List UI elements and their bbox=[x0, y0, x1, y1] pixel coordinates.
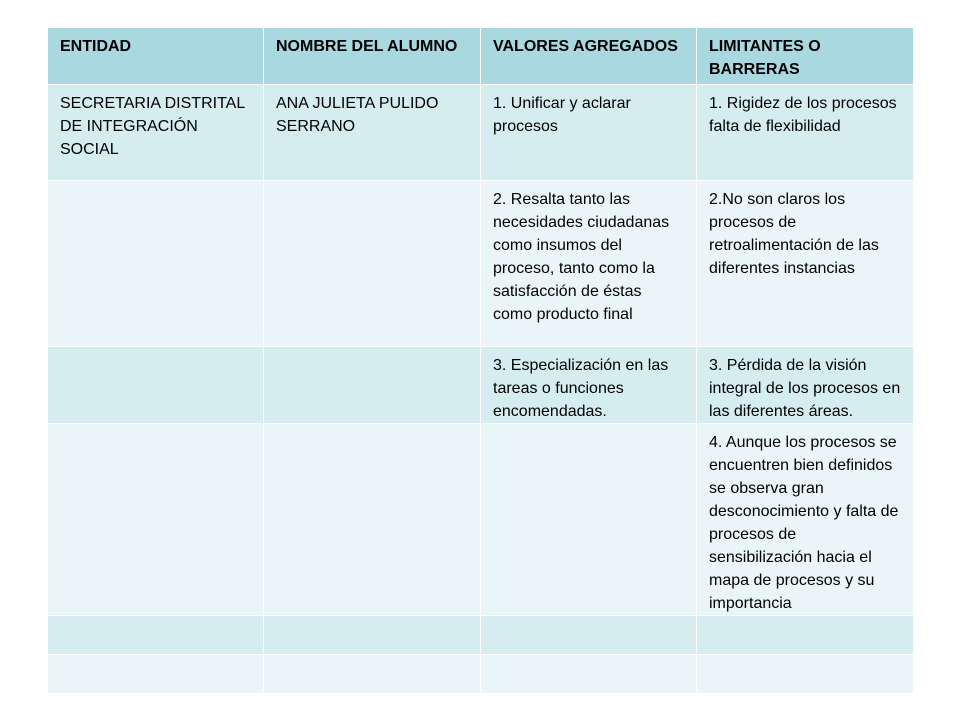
cell-limitantes-o-barreras bbox=[697, 655, 914, 694]
cell-entidad bbox=[48, 616, 264, 655]
table-row bbox=[48, 181, 914, 347]
table-row bbox=[48, 347, 914, 424]
cell-nombre-del-alumno bbox=[264, 616, 481, 655]
table-row bbox=[48, 85, 914, 181]
header-nombre-del-alumno: NOMBRE DEL ALUMNO bbox=[264, 28, 481, 85]
cell-nombre-del-alumno bbox=[264, 424, 481, 616]
cell-valores-agregados: 1. Unificar y aclarar procesos bbox=[481, 85, 697, 181]
cell-nombre-del-alumno bbox=[264, 347, 481, 424]
cell-limitantes-o-barreras bbox=[697, 616, 914, 655]
cell-nombre-del-alumno bbox=[264, 655, 481, 694]
table-row bbox=[48, 655, 914, 694]
cell-valores-agregados bbox=[481, 655, 697, 694]
cell-limitantes-o-barreras: 1. Rigidez de los procesos falta de flexibilidad bbox=[697, 85, 914, 181]
header-limitantes-o-barreras: LIMITANTES O BARRERAS bbox=[697, 28, 914, 85]
header-entidad: ENTIDAD bbox=[48, 28, 264, 85]
cell-nombre-del-alumno: ANA JULIETA PULIDO SERRANO bbox=[264, 85, 481, 181]
cell-entidad: SECRETARIA DISTRITAL DE INTEGRACIÓN SOCIAL bbox=[48, 85, 264, 181]
header-valores-agregados: VALORES AGREGADOS bbox=[481, 28, 697, 85]
cell-limitantes-o-barreras: 4. Aunque los procesos se encuentren bien definidos se observa gran desconocimiento y falta de procesos de sensibilización hacia el mapa de procesos y su importancia bbox=[697, 424, 914, 616]
entity-table bbox=[47, 27, 914, 694]
cell-entidad bbox=[48, 655, 264, 694]
cell-nombre-del-alumno bbox=[264, 181, 481, 347]
cell-valores-agregados bbox=[481, 424, 697, 616]
cell-entidad bbox=[48, 424, 264, 616]
cell-entidad bbox=[48, 347, 264, 424]
cell-valores-agregados: 3. Especialización en las tareas o funciones encomendadas. bbox=[481, 347, 697, 424]
cell-limitantes-o-barreras: 3. Pérdida de la visión integral de los procesos en las diferentes áreas. bbox=[697, 347, 914, 424]
table-row bbox=[48, 424, 914, 616]
cell-limitantes-o-barreras: 2.No son claros los procesos de retroalimentación de las diferentes instancias bbox=[697, 181, 914, 347]
table-header-row bbox=[48, 28, 914, 85]
table-row bbox=[48, 616, 914, 655]
cell-valores-agregados: 2. Resalta tanto las necesidades ciudadanas como insumos del proceso, tanto como la satisfacción de éstas como producto final bbox=[481, 181, 697, 347]
cell-entidad bbox=[48, 181, 264, 347]
cell-valores-agregados bbox=[481, 616, 697, 655]
